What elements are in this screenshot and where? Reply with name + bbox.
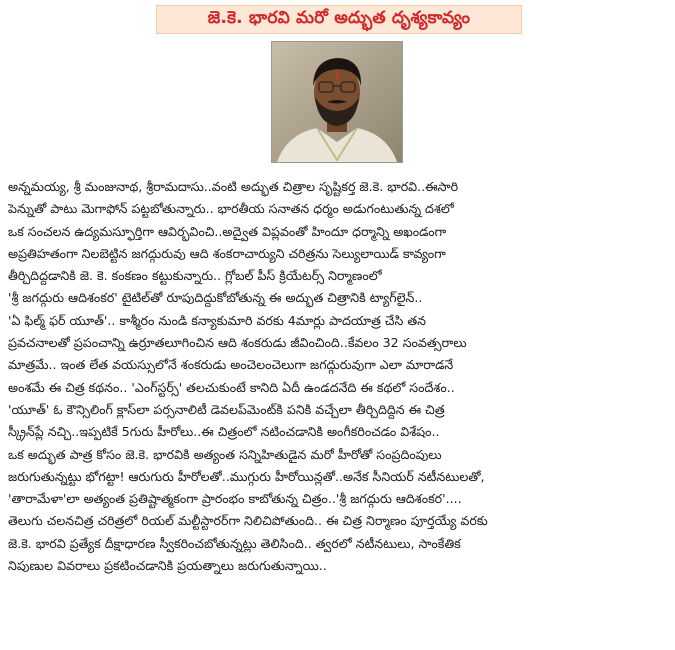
article-line: నిపుణుల వివరాలు ప్రకటించడానికి ప్రయత్నాలు జరుగుతున్నాయి.. [8,558,327,574]
article-line: పెన్నుతో పాటు మెగాఫోన్ పట్టబోతున్నారు.. భారతీయ సనాతన ధర్మం అడుగంటుతున్న దశలో [8,201,454,217]
article-line: 'తారామేళా'లా అత్యంత ప్రతిష్టాత్మకంగా ప్రారంభం కాబోతున్న చిత్రం..'శ్రీ జగద్గురు ఆదిశంకర'.... [8,491,462,507]
article-line: 'శ్రీ జగద్గురు ఆదిశంకర' టైటిల్‌తో రూపుదిద్దుకోబోతున్న ఈ అద్భుత చిత్రానికి ట్యాగ్‌లైన్.. [8,290,423,306]
article-line: అన్నమయ్య, శ్రీ మంజునాథ, శ్రీరామదాసు..వంటి అద్భుత చిత్రాల సృష్టికర్త జె.కె. భారవి..ఈసారి [8,179,459,194]
article-line: స్క్రీన్‌ప్లే నచ్చి..ఇప్పటికే 5గురు హీరోలు..ఈ చిత్రంలో నటించడానికి అంగీకరించడం విశేషం.. [8,424,440,440]
headline-banner [156,5,522,34]
article-line: ఒక అద్భుత పాత్ర కోసం జె.కె. భారవికి అత్యంత సన్నిహితుడైన మరో హీరోతో సంప్రదింపులు [8,446,442,462]
article-line: తీర్చిదిద్దడానికి జె. కె. కంకణం కట్టుకున్నారు.. గ్లోబల్ పీస్ క్రియేటర్స్ నిర్మాణంలో [8,268,382,284]
article-line: 'ఏ ఫిల్మ్ ఫర్ యూత్'.. కాశ్మీరం నుండి కన్యాకుమారి వరకు 4మార్లు పాదయాత్ర చేసి తన [8,312,426,328]
article-body [8,176,668,577]
article-line: జె.కె. భారవి ప్రత్యేక దీక్షాధారణ స్వీకరించబోతున్నట్లు తెలిసింది.. త్వరలో నటీనటులు, సాంకేతిక [8,535,461,551]
article-line: ఒక సంచలన ఉద్యమస్ఫూర్తిగా ఆవిర్భవించి..అద్వైత విప్లవంతో హిందూ ధర్మాన్ని అఖండంగా [8,223,447,239]
article-line: 'యూత్' ఓ కౌన్సిలింగ్ క్లాస్‌లా పర్సనాలిటీ డెవలప్‌మెంట్‌కి పనికి వచ్చేలా తీర్చిదిద్దిన ఈ చిత్ర [8,401,445,417]
article-line: మాత్రమే.. ఇంత లేత వయస్సులోనే శంకరుడు అంచెలంచెలుగా జగద్గురువుగా ఎలా మారాడనే [8,357,454,373]
headline-title: జె.కె. భారవి మరో అద్భుత దృశ్యకావ్యం [207,7,471,28]
portrait-photo [271,41,403,163]
portrait-illustration [272,42,402,162]
article-line: అంశమే ఈ చిత్ర కథనం.. 'ఎంగ్‌స్టర్స్' తలచుకుంటే కానిది ఏదీ ఉండదనేది ఈ కథలో సందేశం.. [8,379,455,395]
article-line: తెలుగు చలనచిత్ర చరిత్రలో రియల్ మల్టీస్టారర్‌గా నిలిచిపోతుంది.. ఈ చిత్ర నిర్మాణం పూర్తయ్యే వరకు [8,513,488,529]
article-line: అప్రతిహతంగా నిలబెట్టిన జగద్గురువు ఆది శంకరాచార్యుని చరిత్రను సెల్యులాయిడ్ కావ్యంగా [8,245,446,261]
article-line: ప్రవచనాలతో ప్రపంచాన్ని ఉర్రూతలూగించిన ఆది శంకరుడు జీవించింది..కేవలం 32 సంవత్సరాలు [8,335,467,351]
article-line: జరుగుతున్నట్టు భోగట్టా! ఆరుగురు హీరోలతో..ముగ్గురు హీరోయిన్లతో..అనేక సీనియర్ నటీనటులతో, [8,468,485,484]
